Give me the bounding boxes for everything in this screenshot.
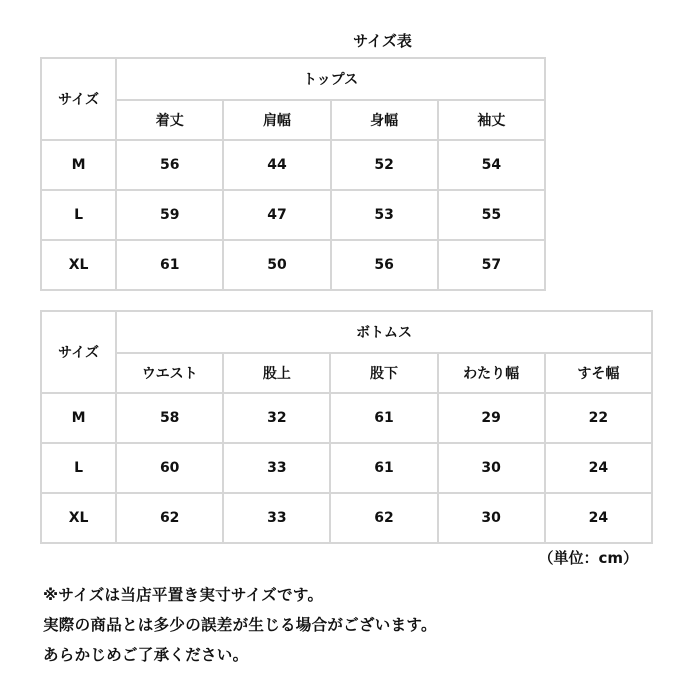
table-cell: 60 — [116, 443, 223, 493]
table-row — [41, 140, 545, 190]
column-header: 股下 — [330, 353, 437, 393]
size-label: XL — [41, 493, 116, 543]
size-label: M — [41, 140, 116, 190]
page-title: サイズ表 — [353, 32, 412, 50]
size-label: L — [41, 443, 116, 493]
table-cell: 29 — [438, 393, 545, 443]
table-cell: 59 — [116, 190, 223, 240]
table-row — [41, 443, 652, 493]
table-cell: 61 — [330, 443, 437, 493]
column-header: 袖丈 — [438, 100, 545, 140]
table-cell: 58 — [116, 393, 223, 443]
table-cell: 24 — [545, 443, 652, 493]
column-header: わたり幅 — [438, 353, 545, 393]
group-header: トップス — [116, 58, 545, 100]
table-cell: 30 — [438, 443, 545, 493]
column-header: 身幅 — [331, 100, 438, 140]
size-header: サイズ — [41, 311, 116, 393]
table-cell: 62 — [330, 493, 437, 543]
table-cell: 47 — [223, 190, 330, 240]
table-cell: 56 — [116, 140, 223, 190]
table-cell: 30 — [438, 493, 545, 543]
size-header: サイズ — [41, 58, 116, 140]
table-cell: 57 — [438, 240, 545, 290]
bottoms-size-table — [40, 310, 653, 544]
tops-size-table — [40, 57, 546, 291]
table-cell: 22 — [545, 393, 652, 443]
table-cell: 52 — [331, 140, 438, 190]
column-header: ウエスト — [116, 353, 223, 393]
table-cell: 55 — [438, 190, 545, 240]
group-header: ボトムス — [116, 311, 652, 353]
note-line: ※サイズは当店平置き実寸サイズです。 — [43, 586, 324, 604]
table-cell: 44 — [223, 140, 330, 190]
table-row — [41, 240, 545, 290]
column-header: 着丈 — [116, 100, 223, 140]
note-line: あらかじめご了承ください。 — [43, 646, 249, 664]
table-cell: 50 — [223, 240, 330, 290]
table-row — [41, 190, 545, 240]
table-cell: 24 — [545, 493, 652, 543]
unit-note: （単位：cm） — [538, 549, 638, 567]
table-cell: 33 — [223, 443, 330, 493]
table-cell: 61 — [330, 393, 437, 443]
note-line: 実際の商品とは多少の誤差が生じる場合がございます。 — [43, 616, 437, 634]
size-label: L — [41, 190, 116, 240]
table-cell: 54 — [438, 140, 545, 190]
notes-block — [43, 580, 437, 670]
size-label: XL — [41, 240, 116, 290]
table-row — [41, 393, 652, 443]
table-cell: 62 — [116, 493, 223, 543]
column-header: 肩幅 — [223, 100, 330, 140]
table-cell: 53 — [331, 190, 438, 240]
column-header: すそ幅 — [545, 353, 652, 393]
table-cell: 56 — [331, 240, 438, 290]
size-label: M — [41, 393, 116, 443]
table-row — [41, 493, 652, 543]
table-cell: 61 — [116, 240, 223, 290]
table-cell: 33 — [223, 493, 330, 543]
column-header: 股上 — [223, 353, 330, 393]
table-cell: 32 — [223, 393, 330, 443]
